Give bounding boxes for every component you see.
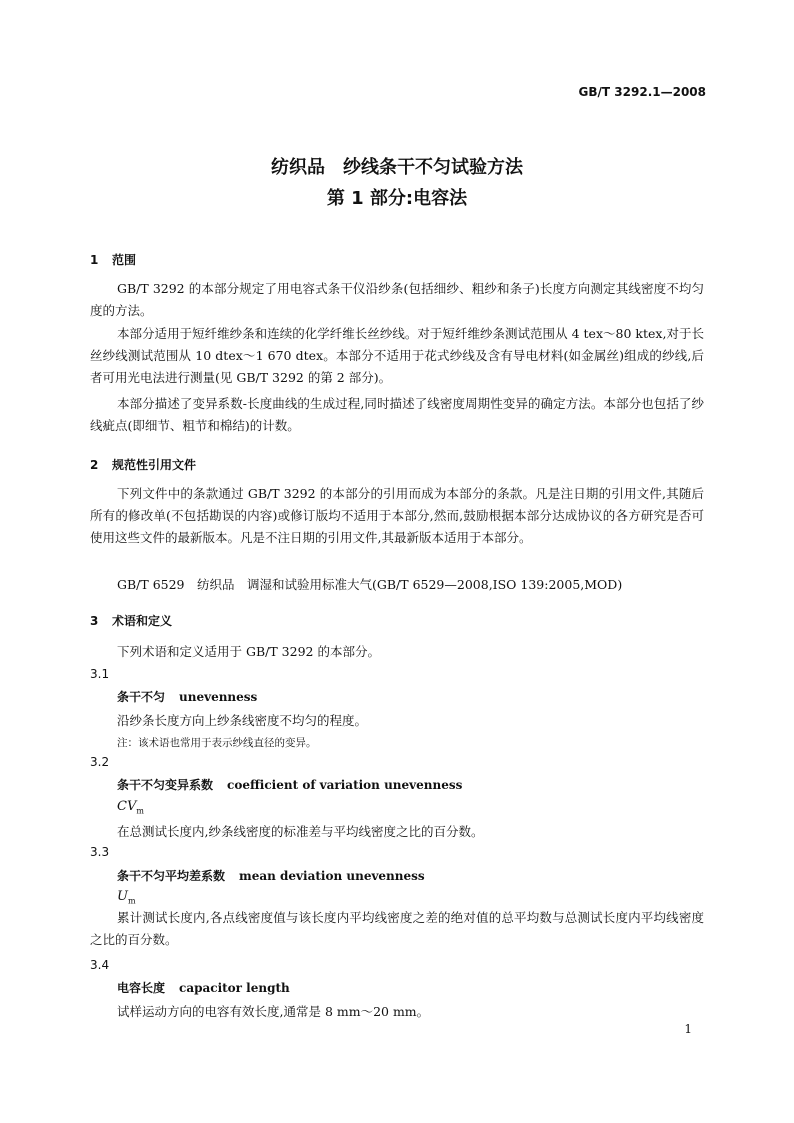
section-title: 术语和定义 <box>112 614 173 628</box>
term-english: capacitor length <box>179 981 290 995</box>
section-1-paragraph-1: GB/T 3292 的本部分规定了用电容式条干仪沿纱条(包括细纱、粗纱和条子)长度方向测定其线密度不均匀度的方法。 <box>90 281 704 318</box>
term-english: mean deviation unevenness <box>239 869 425 883</box>
section-1-paragraph-3: 本部分描述了变异系数-长度曲线的生成过程,同时描述了线密度周期性变异的确定方法。本部分也包括了纱线疵点(即细节、粗节和棉结)的计数。 <box>90 396 704 433</box>
page-number: 1 <box>684 1022 692 1036</box>
term-chinese: 条干不匀平均差系数 <box>117 869 226 883</box>
section-2-paragraph-1: 下列文件中的条款通过 GB/T 3292 的本部分的引用而成为本部分的条款。凡是注日期的引用文件,其随后所有的修改单(不包括勘误的内容)或修订版均不适用于本部分,然而,鼓励根据本部分达成协议的各方研究是否可使用这些文件的最新版本。凡是不注日期的引用文件,其最新版本适用于本部分。 <box>90 486 704 545</box>
term-english: unevenness <box>179 690 258 704</box>
normative-reference: GB/T 6529 纺织品 调湿和试验用标准大气(GB/T 6529—2008,ISO 139:2005,MOD) <box>117 577 623 592</box>
section-3-intro: 下列术语和定义适用于 GB/T 3292 的本部分。 <box>117 644 380 659</box>
section-1-heading <box>90 251 136 268</box>
symbol-main: CV <box>117 799 137 814</box>
document-subtitle: 第 1 部分:电容法 <box>326 188 468 209</box>
section-title: 范围 <box>112 253 137 267</box>
term-entry <box>117 688 257 705</box>
term-definition: 沿纱条长度方向上纱条线密度不均匀的程度。 <box>117 713 368 728</box>
term-number: 3.2 <box>90 755 110 769</box>
term-note: 注：该术语也常用于表示纱线直径的变异。 <box>117 737 317 749</box>
term-number: 3.1 <box>90 667 110 681</box>
term-english: coefficient of variation unevenness <box>227 778 463 792</box>
section-number: 1 <box>90 253 99 267</box>
term-chinese: 条干不匀 <box>117 690 166 704</box>
term-entry <box>117 979 290 996</box>
symbol-main: U <box>117 889 128 904</box>
term-entry <box>117 867 425 884</box>
section-3-heading <box>90 612 172 629</box>
term-number: 3.4 <box>90 958 110 972</box>
term-chinese: 电容长度 <box>117 981 166 995</box>
term-definition: 在总测试长度内,纱条线密度的标准差与平均线密度之比的百分数。 <box>117 824 484 839</box>
term-chinese: 条干不匀变异系数 <box>117 778 214 792</box>
section-1-paragraph-2: 本部分适用于短纤维纱条和连续的化学纤维长丝纱线。对于短纤维纱条测试范围从 4 tex～80 ktex,对于长丝纱线测试范围从 10 dtex～1 670 dtex。本部分不适用于花式纱线及含有导电材料(如金属丝)组成的纱线,后者可用光电法进行测量(见 GB/T 3292 的第 2 部分)。 <box>90 326 704 385</box>
section-number: 3 <box>90 614 99 628</box>
section-title: 规范性引用文件 <box>112 458 197 472</box>
standard-number: GB/T 3292.1—2008 <box>578 85 706 99</box>
term-definition: 累计测试长度内,各点线密度值与该长度内平均线密度之差的绝对值的总平均数与总测试长度内平均线密度之比的百分数。 <box>90 910 704 947</box>
term-definition: 试样运动方向的电容有效长度,通常是 8 mm～20 mm。 <box>117 1004 430 1019</box>
term-entry <box>117 776 462 793</box>
document-title: 纺织品 纱线条干不匀试验方法 <box>271 157 523 178</box>
term-symbol <box>117 889 136 906</box>
term-symbol <box>117 799 144 816</box>
symbol-subscript: m <box>136 806 144 816</box>
symbol-subscript: m <box>127 896 136 906</box>
section-2-heading <box>90 456 196 473</box>
section-number: 2 <box>90 458 99 472</box>
term-number: 3.3 <box>90 845 110 859</box>
